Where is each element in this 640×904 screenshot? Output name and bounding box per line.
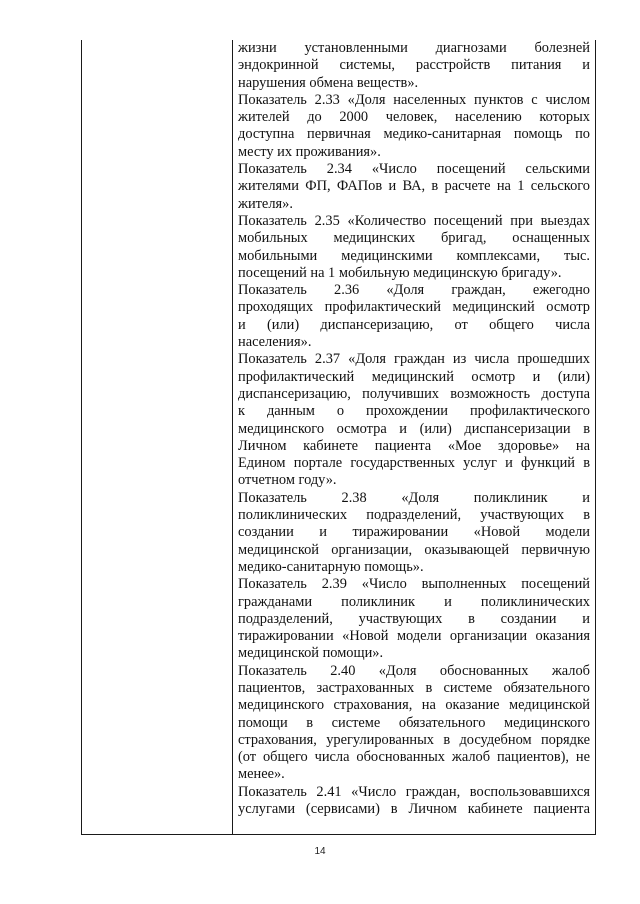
text-line: медицинской организации, оказывающей первичную [238,541,590,558]
indicator-paragraph [238,282,590,351]
text-line: (от общего числа обоснованных жалоб пациентов), не [238,749,590,766]
text-line: населения». [238,334,312,351]
text-line: эндокринной системы, расстройств питания и [238,57,590,74]
text-line: Показатель 2.41 «Число граждан, воспользовавшихся [238,783,590,800]
text-line: создании и тиражировании «Новой модели [238,524,590,541]
text-line: страхования, урегулированных в досудебном порядке [238,731,590,748]
text-line: медико-санитарную помощь». [238,558,424,575]
text-line: жителя». [238,195,293,212]
text-line: мобильных медицинских бригад, оснащенных [238,230,590,247]
indicator-paragraph [238,161,590,213]
text-line: Показатель 2.39 «Число выполненных посещений [238,576,590,593]
text-line: проходящих профилактический медицинский осмотр [238,299,590,316]
text-line: месту их проживания». [238,143,381,160]
text-line: мобильными медицинскими комплексами, тыс. [238,247,590,264]
text-line: менее». [238,766,285,783]
text-line: гражданами поликлиник и поликлинических [238,593,590,610]
indicator-paragraph [238,351,590,489]
indicator-paragraph [238,576,590,662]
text-line: Показатель 2.35 «Количество посещений при выездах [238,212,590,229]
text-line: пациентов, застрахованных в системе обязательного [238,679,590,696]
text-line: профилактический медицинский осмотр и (или) [238,368,590,385]
text-line: медицинского страхования, на оказание медицинской [238,697,590,714]
text-line: посещений на 1 мобильную медицинскую бригаду». [238,264,562,281]
text-line: Показатель 2.33 «Доля населенных пунктов с числом [238,91,590,108]
indicator-paragraph [238,663,590,784]
text-line: Показатель 2.38 «Доля поликлиник и [238,489,590,506]
indicator-paragraph [238,784,590,819]
indicators-text-cell [238,40,590,818]
text-line: подразделений, участвующих в создании и [238,610,590,627]
text-line: Показатель 2.34 «Число посещений сельскими [238,161,590,178]
text-line: медицинского осмотра и (или) диспансеризации в [238,420,590,437]
text-line: медицинской помощи». [238,645,384,662]
text-line: услугами (сервисами) в Личном кабинете пациента [238,801,590,818]
text-line: тиражировании «Новой модели организации оказания [238,628,590,645]
text-line: отчетном году». [238,472,337,489]
text-line: нарушения обмена веществ». [238,74,419,91]
page-number: 14 [314,846,326,857]
text-line: Показатель 2.40 «Доля обоснованных жалоб [238,662,590,679]
column-divider [232,40,233,834]
indicator-paragraph [238,213,590,282]
indicators-table [81,40,596,835]
text-line: Едином портале государственных услуг и функций в [238,455,590,472]
text-line: Показатель 2.37 «Доля граждан из числа прошедших [238,351,590,368]
indicator-paragraph [238,490,590,576]
indicator-paragraph [238,40,590,92]
text-line: Личном кабинете пациента «Мое здоровье» на [238,437,590,454]
indicator-paragraph [238,92,590,161]
text-line: и (или) диспансеризацию, от общего числа [238,316,590,333]
text-line: жителями ФП, ФАПов и ВА, в расчете на 1 сельского [238,178,590,195]
text-line: жизни установленными диагнозами болезней [238,40,590,56]
text-line: жителей до 2000 человек, населению которых [238,109,590,126]
text-line: поликлинических подразделений, участвующих в [238,507,590,524]
text-line: диспансеризацию, получивших возможность доступа [238,385,590,402]
text-line: Показатель 2.36 «Доля граждан, ежегодно [238,282,590,299]
text-line: к данным о прохождении профилактического [238,403,590,420]
text-line: помощи в системе обязательного медицинского [238,714,590,731]
text-line: доступна первичная медико-санитарная помощь по [238,126,590,143]
